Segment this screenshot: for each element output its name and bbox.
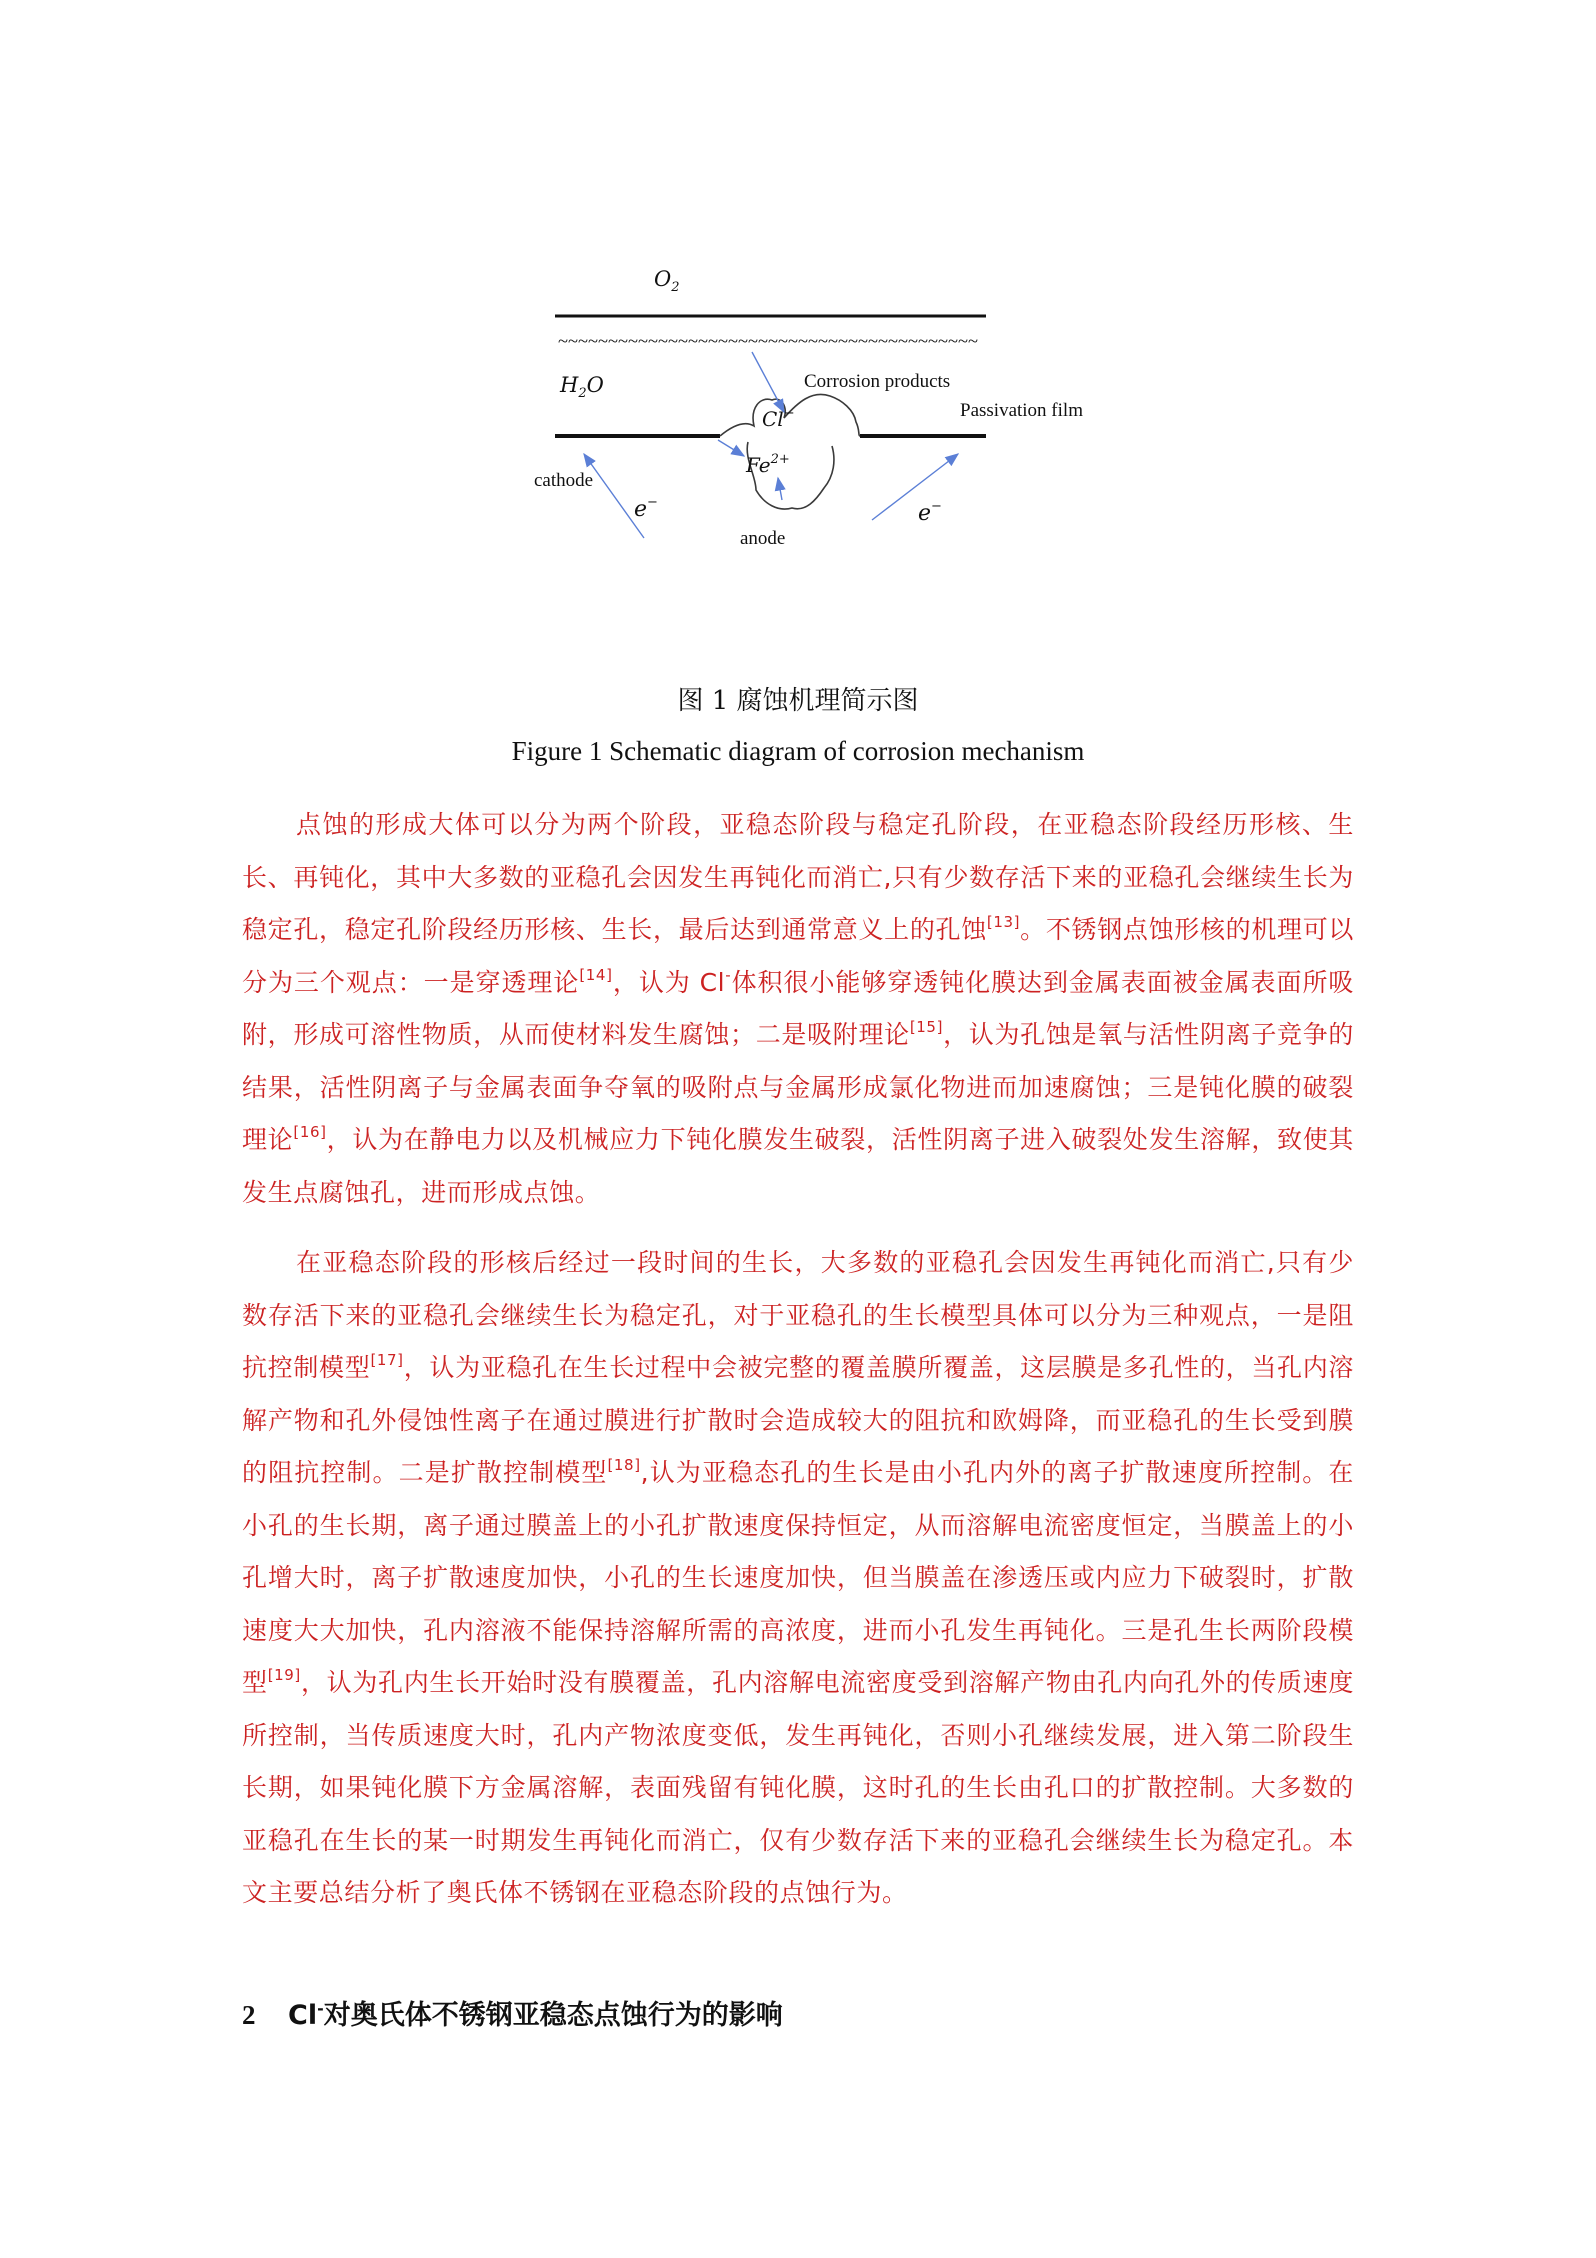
citation-ref: [15]	[909, 1018, 944, 1036]
text-run: ，认为在静电力以及机械应力下钝化膜发生破裂，活性阴离子进入破裂处发生溶解，致使其发生点腐蚀孔，进而形成点蚀。	[242, 1125, 1354, 1207]
text-run: ，认为孔内生长开始时没有膜覆盖，孔内溶解电流密度受到溶解产物由孔内向孔外的传质速度所控制，当传质速度大时，孔内产物浓度变低，发生再钝化，否则小孔继续发展，进入第二阶段生长期，如果钝化膜下方金属溶解，表面残留有钝化膜，这时孔的生长由孔口的扩散控制。大多数的亚稳孔在生长的某一时期发生再钝化而消亡，仅有少数存活下来的亚稳孔会继续生长为稳定孔。本文主要总结分析了奥氏体不锈钢在亚稳态阶段的点蚀行为。	[242, 1668, 1354, 1907]
section-heading	[242, 1993, 783, 2032]
citation-ref: [16]	[293, 1123, 327, 1141]
heading-text: 对奥氏体不锈钢亚稳态点蚀行为的影响	[323, 2000, 783, 2031]
cathode-label: cathode	[534, 470, 594, 491]
text-run: 体积很小能够穿透钝化膜达到金属表面被金属表面所吸附，形成可溶性物质，从而使材料发生腐蚀；二是吸附理论	[242, 967, 1355, 1049]
o2-label: $O_2$	[654, 267, 680, 295]
ion-charge: -	[725, 965, 732, 984]
electron-left-label: e−	[634, 495, 658, 522]
corrosion-products-label: Corrosion products	[804, 371, 951, 392]
chloride-label: Cl−	[762, 406, 795, 431]
citation-ref: [17]	[370, 1351, 404, 1369]
heading-chloride: Cl	[288, 2000, 318, 2031]
text-run: 。不锈钢点蚀形核的机理可以分为三个观点：一是穿透理论	[242, 915, 1354, 997]
paragraph-nucleation	[242, 799, 1354, 1219]
chloride-arrow	[752, 352, 784, 412]
text-run: ，认为亚稳孔在生长过程中会被完整的覆盖膜所覆盖，这层膜是多孔性的，当孔内溶解产物和孔外侵蚀性离子在通过膜进行扩散时会造成较大的阻抗和欧姆降，而亚稳孔的生长受到膜的阻抗控制。二是扩散控制模型	[242, 1353, 1354, 1487]
section-number: 2	[242, 2000, 256, 2030]
passivation-film-label: Passivation film	[960, 400, 1083, 421]
citation-ref: [14]	[579, 965, 613, 984]
corrosion-mechanism-figure	[520, 250, 1120, 570]
electron-arrow-right	[872, 454, 958, 520]
text-run: ,认为亚稳态孔的生长是由小孔内外的离子扩散速度所控制。在小孔的生长期，离子通过膜盖上的小孔扩散速度保持恒定，从而溶解电流密度恒定，当膜盖上的小孔增大时，离子扩散速度加快，小孔的生长速度加快，但当膜盖在渗透压或内应力下破裂时，扩散速度大大加快，孔内溶液不能保持溶解所需的高浓度，进而小孔发生再钝化。三是孔生长两阶段模型	[242, 1458, 1354, 1697]
text-run: ，认为 Cl	[612, 967, 726, 997]
anode-label: anode	[740, 528, 786, 549]
text-run: 点蚀的形成大体可以分为两个阶段，亚稳态阶段与稳定孔阶段，在亚稳态阶段经历形核、生长、再钝化，其中大多数的亚稳孔会因发生再钝化而消亡,只有少数存活下来的亚稳孔会继续生长为稳定孔，稳定孔阶段经历形核、生长，最后达到通常意义上的孔蚀	[242, 810, 1354, 944]
citation-ref: [13]	[986, 913, 1021, 931]
iron-ion-label: $Fe^{2+}$	[746, 452, 790, 477]
iron-inward-arrow	[718, 440, 744, 456]
electron-arrow-left	[584, 454, 644, 538]
figure-caption-english: Figure 1 Schematic diagram of corrosion mechanism	[511, 736, 1085, 766]
electron-right-label: e−	[918, 499, 942, 526]
text-run: ，认为孔蚀是氧与活性阴离子竞争的结果，活性阴离子与金属表面争夺氧的吸附点与金属形成氯化物进而加速腐蚀；三是钝化膜的破裂理论	[242, 1020, 1354, 1154]
paragraph-growth-models	[242, 1237, 1354, 1920]
citation-ref: [19]	[267, 1666, 301, 1684]
h2o-label: $H_2O$	[560, 373, 604, 401]
text-run: 在亚稳态阶段的形核后经过一段时间的生长，大多数的亚稳孔会因发生再钝化而消亡,只有少数存活下来的亚稳孔会继续生长为稳定孔，对于亚稳孔的生长模型具体可以分为三种观点，一是阻抗控制模型	[242, 1248, 1354, 1382]
figure-caption-chinese: 图 1 腐蚀机理简示图	[677, 686, 919, 716]
citation-ref: [18]	[607, 1456, 641, 1474]
corrosion-diagram	[520, 250, 1120, 570]
iron-up-arrow	[778, 478, 782, 500]
heading-ion-charge: -	[317, 1999, 324, 2018]
water-wave: ~~~~~~~~~~~~~~~~~~~~~~~~~~~~~~~~~~~~~~~~~~	[558, 331, 979, 351]
